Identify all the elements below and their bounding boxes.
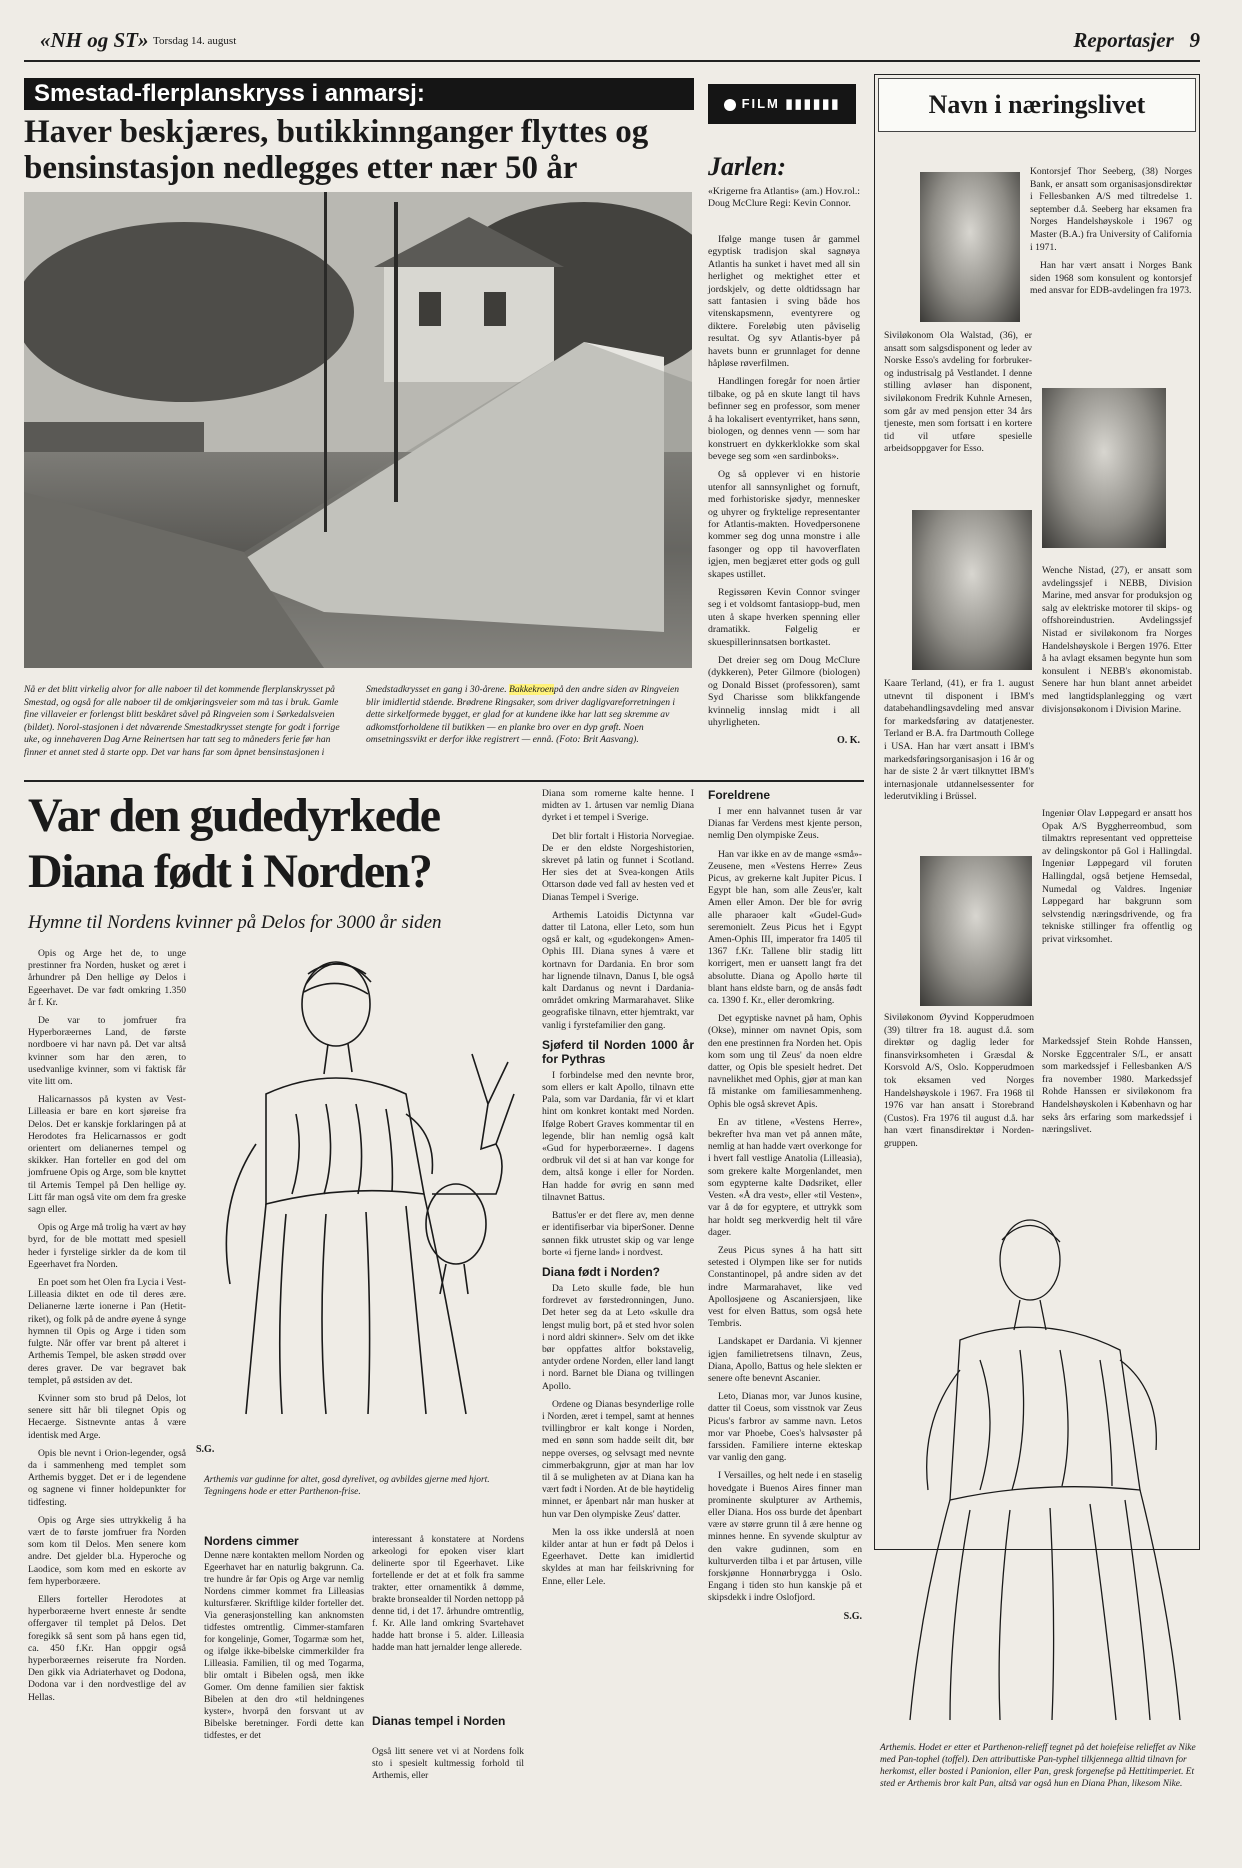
- masthead-section: [1073, 28, 1200, 53]
- nordens-col-b: interessant å konstatere at Nordens arkeologi for epoken viser klart delinerte spor til Egeerhavet. Like fortellende er det at et folk fra samme trakter, etter ornamentikk å dømme, brakte bronsealder til Norden nettopp på denne tid, i det 17. århundre omtrentlig, f. Kr. Alle land omkring Svartehavet hadde hatt bronse i 5. alder. Lilleasia hadde man hatt jernalder lenge allerede.: [372, 1535, 524, 1653]
- navn-nistad: Wenche Nistad, (27), er ansatt som avdelingssjef i NEBB, Division Marine, med ansvar for produksjon og salg av elektriske motorer til skips- og offshoreindustrien. Avdelingssjef Nistad er siviløkonom fra Norges Handelshøyskole i Bergen 1976. Etter å ha avlagt eksamen begynte hun som konsulent i NEBB's økonomistab. Senere har hun blant annet arbeidet med langtidsplanlegging og vært divisjonsøkonom i Division Marine.: [1042, 565, 1192, 715]
- feature-paragraph: Halicarnassos på kysten av Vest-Lilleasia er bare en kort sjøreise fra Delos. Det er kanskje forklaringen på at Herodotes fra Helicarnassos er godt orientert om delianernes tempel og skikker. Han forteller en god del om jomfruene Opis og Arge, som ble knyttet til Artemis Tempel på Den hellige øy. Litt får man også vite om dem fra greske sagn eller.: [28, 1094, 186, 1216]
- feature-paragraph: Det egyptiske navnet på ham, Ophis (Okse), minner om navnet Opis, som den ene prestinnen fra Norden het. Opis kom som ung til Zeus' da noen eldre datter, og Opis ble spesielt hedret. Det navnelikhet med Ophis, gjør at man kan få mistanke om familiesammenheng. Ophis ble også skrevet Apis.: [708, 1013, 862, 1110]
- feature-paragraph: Kvinner som sto brud på Delos, lot senere sitt hår bli tilegnet Opis og Hecaerge. Sistnevnte antas å være identisk med Arge.: [28, 1392, 186, 1441]
- masthead-paper: «NH og ST»: [40, 28, 149, 52]
- statue-caption: Arthemis. Hodet er etter et Parthenon-relieff tegnet på det hoiefeise relieffet av Nike med Pan-tophel (toffel). Den attributtiske Pan-typhel tilkjennega alltid tilnavn for herkomst, eller bosted i Panionion, eller Pan, gresk forgenefse på Hettitimperiet. Et sted er Arthemis bror kalt Pan, altså var også hun en Diana Phan, likesom Nike.: [880, 1743, 1196, 1789]
- feature-paragraph: Opis og Arge må trolig ha vært av høy byrd, for de ble mottatt med spesiell heder i fyrstelige sirkler da de kom til Egeerhavet fra Norden.: [28, 1222, 186, 1270]
- feature-headline: Var den gudedyrkede Diana født i Norden?: [28, 789, 440, 898]
- navn-loppegard: Ingeniør Olav Løppegard er ansatt hos Opak A/S Byggherreombud, som tilmaktrs representant ved oppretteise av delingskontor på Gol i Hallingdal. Ingeniør Løppegard vil foruten Hallingdal, også betjene Hemsedal, Numedal og Valdres. Ingeniør Løppegard har bakgrunn som selvstendig næringsdrivende, og fra tekniske stillinger fra offentlig og privat virksomhet.: [1042, 808, 1192, 945]
- film-paragraph: Handlingen foregår for noen årtier tilbake, og på en skute langt til havs befinner seg en professor, som mener å ha lokalisert eventyrriket, hans sønn, biologen, og dennes venn — som har konstruert en dykkerklokke som skal bevege seg som «en sardinboks».: [708, 376, 860, 462]
- navn-paragraph: Han har vært ansatt i Norges Bank siden 1968 som konsulent og kontorsjef med ansvar for EDB-avdelingen fra 1973.: [1030, 260, 1192, 297]
- subhead-nordens-cimmer: Nordens cimmer: [204, 1534, 299, 1548]
- caption-right-rest: på den andre siden av Ringveien blir imidlertid stående. Brødrene Ringsaker, som driver dagligvareforretningen i dette sirkelformede bygget, er glad for at kundene ikke har latt seg skremme av adkomstforholdene til butikken — en planke bro over en dyp grøft. Noen omsetningssvikt er derfor ikke registrert — ennå. (Foto: Brit Aasvang).: [366, 684, 680, 746]
- section-name: Reportasjer: [1073, 28, 1174, 52]
- feature-paragraph: Ellers forteller Herodotes at hyperboræerne hvert enneste år sendte offergaver til templet på Delos. Det foregikk så sent som på hans egen tid, ca. 450 f.Kr. Han oppgir også hyperboræernes reiserute fra Norden. Den gikk via Adriaterhavet og Dodona, Dodona var i den nordvestlige del av Hellas.: [28, 1593, 186, 1703]
- feature-paragraph: I forbindelse med den nevnte bror, som ellers er kalt Apollo, tilnavn ette Pala, som var Dardania, får vi et klart hint om konkret kontakt med Norden. Ifølge Robert Graves kommentar til en legende, blir han nemlig også kalt «Gud for hyperboræerne». I dagens ordbruk vil det si at han var konge for dem, altså konge i eller for Norden. Han hadde for øvrig en sønn med tilnavnet Battus.: [542, 1069, 694, 1203]
- feature-paragraph: En poet som het Olen fra Lycia i Vest-Lilleasia diktet en ode til deres ære. Delianerne lærte ionerne i Pan (Hetit-riket), og folk på de andre øyene å synge hymnen til Opis og Arge i tiden som fulgte. Når offer var brent på alteret i Arthemis Tempel, ble asken strødd over deres graver. De var begravet bak templet, på østsiden av det.: [28, 1277, 186, 1386]
- film-paragraph: Det dreier seg om Doug McClure (dykkeren), Peter Gilmore (biologen) og Donald Bisset (professoren), samt Syd Charisse som blikkfangende kvinnelig innslag midt i all uhyrligheten.: [708, 655, 860, 729]
- subhead-foreldrene: Foreldrene: [708, 788, 771, 802]
- artemis-illustration: [196, 944, 536, 1464]
- feature-paragraph: Ordene og Dianas besynderlige rolle i Norden, æret i tempel, samt at hennes tvillingbror er kalt konge i Norden, med en sønn som hadde seilt dit, bør neppe overses, og selvsagt med nevnte cimmerbakgrunn, gjør at man har lov til å se muligheten av at Diana kan ha vært født i Norden. At de ble høytidelig minnet, er åpenbart når man husker at hun var Den olympiske Zeus' datter.: [542, 1398, 694, 1520]
- feature-paragraph: I Versailles, og helt nede i en staselig hovedgate i Buenos Aires finner man prominente skulpturer av Arthemis, eller Diana. Hos oss burde det åpenbart være av større grunn til å ære henne og minnes henne. En syvende skulptur av den vakre gudinnen, som en kulturverden tilba i et par årtusen, ville forskjønne Honnørbrygga i Oslo. Engang i tiden sto hun kanskje på et skipsdekk i indre Oslofjord.: [708, 1470, 862, 1604]
- feature-paragraph: De var to jomfruer fra Hyperboræernes Land, de første nordboere vi har navn på. Det var altså kvinner som har den æren, to usedvanlige kvinner, som vi faktisk får vite litt om.: [28, 1015, 186, 1088]
- subhead-sjoferd: Sjøferd til Norden 1000 år for Pythras: [542, 1037, 694, 1066]
- film-badge-label: FILM: [741, 96, 780, 111]
- film-credits: «Krigerne fra Atlantis» (am.) Hov.rol.: Doug McClure Regi: Kevin Connor.: [708, 186, 860, 210]
- statue-illustration: [880, 1190, 1200, 1730]
- feature-paragraph: Battus'er er det flere av, men denne er identifiserbar via biperSoner. Denne sønnen fikk utrustet skip og var lenge borte «i fjerne land» i nordvest.: [542, 1210, 694, 1258]
- feature-paragraph: Opis ble nevnt i Orion-legender, også da i sammenheng med templet som Arthemis bygget. Det er i de legendene og sagnene vi finner holdepunkter for tidfesting.: [28, 1447, 186, 1508]
- feature-paragraph: Diana som romerne kalte henne. I midten av 1. årtusen var nemlig Diana dyrket i et tempel i Sverige.: [542, 788, 694, 824]
- subhead-dianas-tempel: Dianas tempel i Norden: [372, 1714, 506, 1728]
- navn-kopperudmoen: Siviløkonom Øyvind Kopperudmoen (39) tiltrer fra 18. august d.å. som direktør og daglig leder for finansvirksomheten i Græsdal & Korsvold A/S, Oslo. Kopperudmoen tok eksamen ved Norges Handelshøyskole i 1967. Fra 1968 til 1976 var han ansatt i Storebrand (Custos). Fra 1976 til august d.å. har han vært finansdirektør i Norden-gruppen.: [884, 1012, 1034, 1149]
- feature-paragraph: I mer enn halvannet tusen år var Dianas far Verdens mest kjente person, nemlig Den olympiske Zeus.: [708, 806, 862, 842]
- illustration-caption: Arthemis var gudinne for altet, gosd dyrelivet, og avbildes gjerne med hjort. Tegningens hode er etter Parthenon-frise.: [204, 1475, 490, 1497]
- portrait-wenche-nistad: [1042, 388, 1166, 548]
- feature-paragraph: Zeus Picus synes å ha hatt sitt setested i Olympen like ser for nutids Constantinopel, på andre siden av det indre Marmarahavet, like ved Apollosjøene og Ascaniersjøen, like vest for elven Battus, som også hete Tembris.: [708, 1244, 862, 1330]
- portrait-oyvind-kopperudmoen: [920, 856, 1032, 1006]
- film-title: Jarlen:: [708, 152, 786, 181]
- masthead-rule: [24, 60, 1200, 62]
- feature-signature: S.G.: [843, 1610, 862, 1622]
- feature-col1: [28, 948, 186, 1710]
- feature-paragraph: Arthemis Latoidis Dictynna var datter til Latona, eller Leto, som hun også er kalt, og «gudekongen» Amen-Ophis III. Diana synes å være et kortnavn for Dardania. En bror som har lignende tilnavn, Danus I, ble også kalt Dardanus og nevnt i Dardania-området omkring Marmarahavet. Slike geografiske tilnavn, etter hjemtrakt, var vanlig i fyrstefamilier den gang.: [542, 909, 694, 1031]
- film-badge: FILM ▮▮▮▮▮▮: [708, 84, 856, 124]
- artemis-drawing: [196, 944, 536, 1464]
- highlighted-word: Bakkekroen: [509, 684, 554, 695]
- navn-title: Navn i næringslivet: [878, 78, 1196, 132]
- film-paragraph: Ifølge mange tusen år gammel egyptisk tradisjon skal sagnøya Atlantis ha sunket i havet med all sin herlighet og mektighet etter et jordskjelv, og dette oldtidssagn har satt fantasien i sving både hos vitenskapsmenn, eventyrere og diktere. Foreløbig uten påviselig resultat. Og syv Atlantis-byer på havets bunn er grunnlaget for denne håpløse røverfilmen.: [708, 234, 860, 370]
- navn-hanssen: Markedssjef Stein Rohde Hanssen, Norske Eggcentraler S/L, er ansatt som markedssjef i Fellesbanken A/S fra november 1980. Markedssjef Rohde Hanssen er siviløkonom fra Handelshøyskolen i København og har seks års erfaring som markedssjef i næringslivet.: [1042, 1036, 1192, 1136]
- page-number: 9: [1189, 28, 1200, 52]
- feature-paragraph: Men la oss ikke underslå at noen kilder antar at hun er født på Delos i Egeerhavet. Dette kan imidlertid skyldes at man har feilskrivning for Enne, eller Lele.: [542, 1526, 694, 1587]
- portrait-ola-walstad: [920, 172, 1020, 322]
- navn-seeberg: [1030, 166, 1192, 304]
- masthead-date: Torsdag 14. august: [153, 35, 237, 47]
- portrait-kaare-terland: [912, 510, 1032, 670]
- statue-drawing: [880, 1190, 1200, 1730]
- feature-paragraph: Han var ikke en av de mange «små»-Zeusene, men «Vestens Herre» Zeus Picus, av grekerne kalt Jupiter Picus. I Egypt ble han, som alle Zeus'er, kalt Amen eller Amon. Der ble for øvrig alle pharaoer kalt «Gudel-Gud» seremonielt. Zeus Picus het i Egypt Amen-Ophis III, imperator fra 1405 til 1367 f.Kr. Tallene blir stadig litt korrigert, men er uansett langt fra det absolutte. Diana og Apollo hørte til blant hans eldste barn, og de ansås født ca. 1390 f. Kr., eller deromkring.: [708, 848, 862, 1007]
- lead-headline: Haver beskjæres, butikkinnganger flyttes og bensinstasjon nedlegges etter nær 50 år: [24, 114, 649, 186]
- feature-paragraph: En av titlene, «Vestens Herre», bekrefter hva man vet på annen måte, nemlig at han hadde vært overkonge for i hvert fall vestlige Anatolia (Lilleasia), som grekere kalte Morgenlandet, men som egypterne kalte Dødsriket, eller Vesten. «Å dra vest», eller «til Vesten», var å dø for egyptere, et uttrykk som har holdt seg merkverdig helt til våre dager.: [708, 1116, 862, 1238]
- feature-col3: [542, 788, 694, 1594]
- subhead-diana-fodt: Diana født i Norden?: [542, 1264, 660, 1279]
- feature-subtitle: Hymne til Nordens kvinner på Delos for 3000 år siden: [28, 912, 442, 933]
- lead-caption-left: Nå er det blitt virkelig alvor for alle naboer til det kommende flerplanskrysset på Smestad, og også for alle naboer til de omkjøringsveier som må tas i bruk. Gamle fine villaveier er forlengst blitt beskåret såvel på Ringveien som i Sørkedalsveien (bildet). Norol-stasjonen i det nåværende Smestadkrysset stengte for godt i forrige uke, og innehaveren Dag Arne Reinertsen har tatt seg to måneders ferie før han finner et annet sted å starte opp. Det var hans far som åpnet bensinstasjonen i: [24, 684, 340, 758]
- dianas-tempel-text: Også litt senere vet vi at Nordens folk sto i spesielt kultmessig forhold til Arthemis, eller: [372, 1747, 524, 1781]
- feature-paragraph: Opis og Arge het de, to unge prestinner fra Norden, husket og æret i århundrer på Den hellige øy Delos i Egeerhavet. De var født omkring 1.350 år f. Kr.: [28, 948, 186, 1008]
- nordens-col-a: Denne nære kontakten mellom Norden og Egeerhavet har en naturlig bakgrunn. Ca. tre hundre år før Opis og Arge var nemlig Nordens cimmer kommet fra Lilleasias kultursfærer. Skriftlige kilder forteller det. Via generasjonstelling kan anknomsten tidfestes omtrentlig. Cimmer-stamfaren for kongelinje, Gomer, Togarmæ som het, og ifølge ikke-bibelske cimmerkilder fra Lilleasia. Familien, til og med Togarma, blir omtalt i Bibelen også, men ikke Gomer. Om denne familien sier faktisk Bibelen at den dro «til heldningenes kyster», hvorpå den forsvant ut av Bibelske beretninger. Fordi dette kan tidfestes, er det: [204, 1551, 364, 1741]
- film-signature: O. K.: [836, 735, 860, 747]
- photo-drawing: [24, 192, 692, 668]
- navn-paragraph: Kontorsjef Thor Seeberg, (38) Norges Bank, er ansatt som organisasjonsdirektør i Fellesbanken A/S med tiltredelse 1. september d.å. Seeberg har eksamen fra Norges Handelshøyskole i 1967 og Master (B.A.) fra University of California i 1971.: [1030, 166, 1192, 253]
- section-rule: [24, 780, 864, 782]
- film-paragraph: Regissøren Kevin Connor svinger seg i et voldsomt fantasiopp-bud, men uten å skape hverken spenning eller dramatikk. Følgelig er skuespillerinnsatsen bortkastet.: [708, 586, 860, 648]
- lead-photo: [24, 192, 692, 668]
- feature-paragraph: Landskapet er Dardania. Vi kjenner igjen familietretsens tilnavn, Zeus, Diana, Apollo, Battus og hele slekten er senere ofte benevnt Ascanier.: [708, 1336, 862, 1384]
- film-reel-icon: [724, 99, 736, 111]
- navn-walstad: Siviløkonom Ola Walstad, (36), er ansatt som salgsdisponent og leder av Norske Esso's avdeling for forbruker- og industrisalg på Vestlandet. I denne stilling avløser han disponent, siviløkonom Fredrik Kuhnle Arnesen, som går av med pensjon etter 34 års tjeneste, men som fortsatt i en kortere tid vil utføre spesielle arbeidsoppgaver for Esso.: [884, 330, 1032, 455]
- navn-terland: Kaare Terland, (41), er fra 1. august utnevnt til disponent i IBM's databehandlingsavdeling med ansvar for markedsføring av datatjenester. Terland er B.A. fra Dartmouth College i USA. Han har vært ansatt i IBM's markedsføringsorganisasjon i 16 år og har de siste 2 år vært tilknyttet IBM's internasjonale utdannelsessenter for lederutvikling i Brüssel.: [884, 678, 1034, 803]
- film-paragraph: Og så opplever vi en historie utenfor all sannsynlighet og fornuft, med forhistoriske sjødyr, mennesker og uhyrer og fryktelige representanter for Atlantis-makten. Hovedpersonene kommer seg dog unna monstre i alle fasonger og opp til havoverflaten igjen, men begjæret etter gods og gull skapes ustillet.: [708, 469, 860, 580]
- lead-kicker: Smestad-flerplanskryss i anmarsj:: [24, 78, 694, 110]
- lead-caption-right: [366, 684, 692, 747]
- feature-paragraph: Opis og Arge sies uttrykkelig å ha vært de to første jomfruer fra Norden som kom til Delos. Men senere kom andre. Det gjelder bl.a. Hyperoche og Laodice, som kom med en eskorte av fem hyperboræere.: [28, 1514, 186, 1587]
- feature-col4: [708, 788, 862, 1623]
- feature-paragraph: Det blir fortalt i Historia Norvegiae. De er den eldste Norgeshistorien, skrevet på latin og funnet i Scotland. Her sies det at Svea-kongen Atils Ottarson døde ved fall av hesten ved et Dianas Tempel i Sverige.: [542, 830, 694, 903]
- illustration-signature: S.G.: [196, 1444, 215, 1455]
- feature-paragraph: Da Leto skulle føde, ble hun fordrevet av førstedronningen, Juno. Det heter seg da at Leto «skulle dra lengst mulig bort, på et sted hvor solen i nord aldri skinner». Selv om det ikke bør oppfattes altfor bokstavelig, antyder ordene Norden, eller land langt i nord. Barnet ble Diana og tvillingen Apollo.: [542, 1282, 694, 1392]
- caption-right-start: Smedstadkrysset en gang i 30-årene.: [366, 684, 507, 695]
- film-review: [708, 234, 860, 748]
- feature-paragraph: Leto, Dianas mor, var Junos kusine, datter til Coeus, som visstnok var Zeus Picus's farbror av samme navn. Letos mor var Phoebe, Coes's halvsøster på farssiden. Familiere interne ekteskap var vanlig den gang.: [708, 1391, 862, 1464]
